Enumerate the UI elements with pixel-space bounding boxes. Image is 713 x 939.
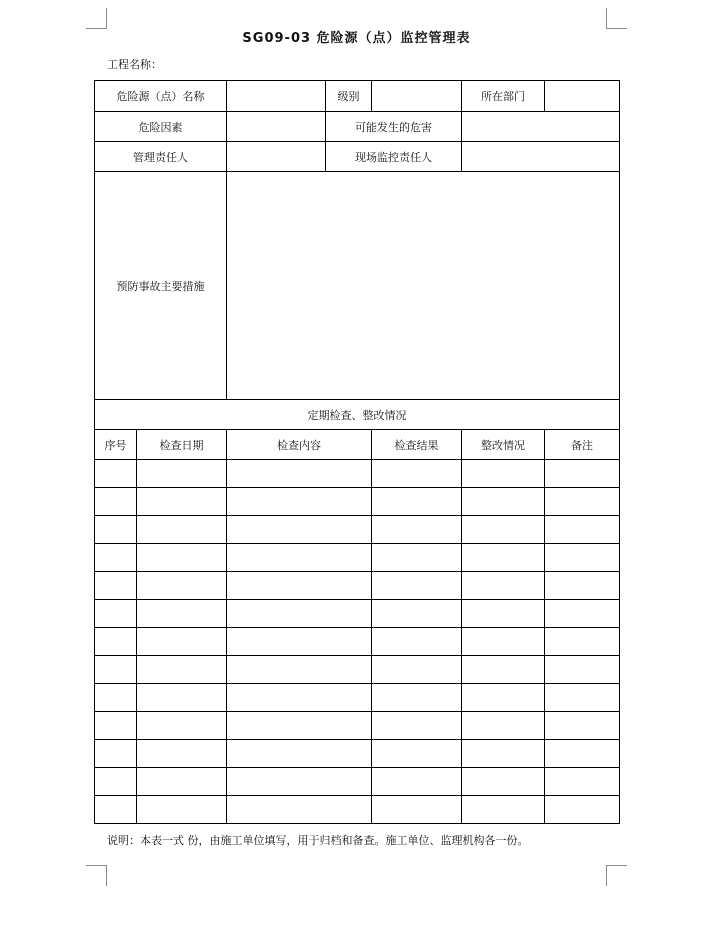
table-row — [95, 572, 620, 600]
table-cell[interactable] — [227, 572, 372, 600]
onsite-monitor-value[interactable] — [462, 142, 620, 172]
crop-mark-bottom-right — [606, 865, 627, 886]
column-header: 检查结果 — [372, 430, 462, 460]
inspection-rows — [95, 460, 620, 824]
table-cell[interactable] — [137, 544, 227, 572]
table-cell[interactable] — [545, 488, 620, 516]
inspection-header-row — [95, 430, 620, 460]
table-cell[interactable] — [462, 712, 545, 740]
table-cell[interactable] — [372, 572, 462, 600]
table-cell[interactable] — [545, 628, 620, 656]
table-cell[interactable] — [372, 712, 462, 740]
table-cell[interactable] — [95, 656, 137, 684]
manager-label: 管理责任人 — [95, 142, 227, 172]
department-label: 所在部门 — [462, 81, 545, 112]
column-header: 整改情况 — [462, 430, 545, 460]
table-cell[interactable] — [372, 740, 462, 768]
crop-mark-top-right — [606, 8, 627, 29]
table-cell[interactable] — [95, 600, 137, 628]
table-cell[interactable] — [95, 460, 137, 488]
table-cell[interactable] — [95, 572, 137, 600]
project-name-label: 工程名称： — [107, 58, 162, 71]
table-cell[interactable] — [95, 488, 137, 516]
table-cell[interactable] — [545, 544, 620, 572]
table-cell[interactable] — [462, 684, 545, 712]
table-cell[interactable] — [227, 740, 372, 768]
table-cell[interactable] — [372, 684, 462, 712]
table-cell[interactable] — [227, 516, 372, 544]
table-cell[interactable] — [227, 628, 372, 656]
table-row — [95, 796, 620, 824]
footer-note: 说明：本表一式 份，由施工单位填写，用于归档和备查。施工单位、监理机构各一份。 — [107, 834, 529, 847]
table-cell[interactable] — [137, 656, 227, 684]
table-cell[interactable] — [462, 768, 545, 796]
table-cell[interactable] — [372, 488, 462, 516]
table-cell[interactable] — [372, 628, 462, 656]
table-cell[interactable] — [545, 572, 620, 600]
table-cell[interactable] — [545, 768, 620, 796]
column-header: 序号 — [95, 430, 137, 460]
hazard-name-value[interactable] — [227, 81, 326, 112]
table-cell[interactable] — [227, 712, 372, 740]
table-cell[interactable] — [545, 712, 620, 740]
inspection-section-title: 定期检查、整改情况 — [95, 400, 620, 430]
department-value[interactable] — [545, 81, 620, 112]
table-cell[interactable] — [137, 572, 227, 600]
table-cell[interactable] — [372, 768, 462, 796]
table-cell[interactable] — [545, 516, 620, 544]
table-cell[interactable] — [545, 600, 620, 628]
table-cell[interactable] — [137, 488, 227, 516]
table-cell[interactable] — [227, 684, 372, 712]
table-cell[interactable] — [462, 656, 545, 684]
level-value[interactable] — [372, 81, 462, 112]
inspection-section-row — [95, 400, 620, 430]
table-cell[interactable] — [462, 628, 545, 656]
table-cell[interactable] — [95, 516, 137, 544]
table-cell[interactable] — [227, 796, 372, 824]
table-cell[interactable] — [227, 460, 372, 488]
crop-mark-top-left — [86, 8, 107, 29]
table-cell[interactable] — [372, 656, 462, 684]
prevention-value[interactable] — [227, 172, 620, 400]
table-cell[interactable] — [95, 768, 137, 796]
table-cell[interactable] — [137, 684, 227, 712]
table-cell[interactable] — [227, 544, 372, 572]
table-cell[interactable] — [462, 544, 545, 572]
table-cell[interactable] — [462, 516, 545, 544]
table-cell[interactable] — [545, 460, 620, 488]
table-cell[interactable] — [137, 460, 227, 488]
table-cell[interactable] — [95, 684, 137, 712]
table-cell[interactable] — [137, 600, 227, 628]
table-row — [95, 628, 620, 656]
table-cell[interactable] — [95, 740, 137, 768]
table-cell[interactable] — [462, 488, 545, 516]
table-cell[interactable] — [545, 684, 620, 712]
table-cell[interactable] — [95, 544, 137, 572]
hazard-monitoring-table — [94, 80, 620, 824]
onsite-monitor-label: 现场监控责任人 — [326, 142, 462, 172]
table-cell[interactable] — [137, 740, 227, 768]
info-row-manager — [95, 142, 620, 172]
page-title: SG09-03 危险源（点）监控管理表 — [242, 31, 471, 46]
crop-mark-bottom-left — [86, 865, 107, 886]
table-cell[interactable] — [137, 796, 227, 824]
table-cell[interactable] — [227, 600, 372, 628]
table-cell[interactable] — [137, 768, 227, 796]
table-cell[interactable] — [462, 572, 545, 600]
table-cell[interactable] — [372, 516, 462, 544]
table-cell[interactable] — [227, 488, 372, 516]
table-cell[interactable] — [372, 544, 462, 572]
table-cell[interactable] — [462, 600, 545, 628]
column-header: 检查内容 — [227, 430, 372, 460]
table-row — [95, 516, 620, 544]
table-cell[interactable] — [462, 460, 545, 488]
level-label: 级别 — [326, 81, 372, 112]
table-cell[interactable] — [137, 628, 227, 656]
info-row-hazard — [95, 81, 620, 112]
info-row-prevention — [95, 172, 620, 400]
column-header: 检查日期 — [137, 430, 227, 460]
table-cell[interactable] — [462, 740, 545, 768]
column-header: 备注 — [545, 430, 620, 460]
table-row — [95, 656, 620, 684]
info-row-risk — [95, 112, 620, 142]
table-row — [95, 768, 620, 796]
table-cell[interactable] — [95, 628, 137, 656]
table-cell[interactable] — [227, 656, 372, 684]
possible-harm-value[interactable] — [462, 112, 620, 142]
table-cell[interactable] — [137, 516, 227, 544]
manager-value[interactable] — [227, 142, 326, 172]
table-cell[interactable] — [137, 712, 227, 740]
table-cell[interactable] — [95, 712, 137, 740]
table-cell[interactable] — [545, 796, 620, 824]
risk-factor-label: 危险因素 — [95, 112, 227, 142]
table-row — [95, 712, 620, 740]
table-cell[interactable] — [462, 796, 545, 824]
table-row — [95, 600, 620, 628]
risk-factor-value[interactable] — [227, 112, 326, 142]
table-row — [95, 684, 620, 712]
table-cell[interactable] — [545, 740, 620, 768]
table-cell[interactable] — [372, 460, 462, 488]
table-row — [95, 488, 620, 516]
table-cell[interactable] — [227, 768, 372, 796]
table-cell[interactable] — [372, 796, 462, 824]
table-row — [95, 460, 620, 488]
possible-harm-label: 可能发生的危害 — [326, 112, 462, 142]
prevention-label: 预防事故主要措施 — [95, 172, 227, 400]
table-cell[interactable] — [95, 796, 137, 824]
table-row — [95, 740, 620, 768]
hazard-name-label: 危险源（点）名称 — [95, 81, 227, 112]
table-row — [95, 544, 620, 572]
table-cell[interactable] — [372, 600, 462, 628]
table-cell[interactable] — [545, 656, 620, 684]
